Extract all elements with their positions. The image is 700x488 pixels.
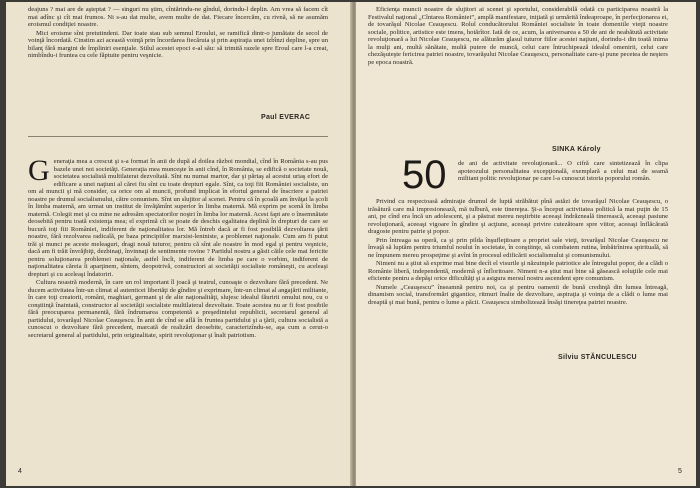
paragraph: Mici eroisme sînt pretutindeni. Dar toate stau sub semnul Eroului, se ramifică dintr-o jumătate de secol de voinţă încordată. Cinstim azi această voinţă prin încordarea fiecăruia şi prin aspiraţia unei izbînzi depline, spre un bilanţ fără margini de împliniri esenţiale. Stilul acestei epoci e-al său: să trimită razele spre Eroul care l-a creat, nimbîndu-i fruntea cu cele făptuite pentru veşnicie. bbox=[28, 29, 328, 59]
drop-cap: G bbox=[28, 154, 50, 187]
paragraph: Nimeni nu a ştiut să exprime mai bine decît el visurile şi năzuinţele patriotice ale întregului popor, de a clădi o Românie liberă, independentă, modernă şi înfloritoare. Nimeni n-a ştiut mai bine să găsească soluţiile cele mai eficiente pentru a depăşi orice dificultăţi şi a asigura mersul nostru ascendent spre comunism. bbox=[368, 260, 668, 282]
paragraph bbox=[28, 154, 328, 278]
paragraph: Cultura noastră modernă, în care un rol important îl joacă şi teatrul, cunoaşte o dezvoltare fără precedent. Ne ducem activitatea într-un climat al autenticei libertăţi de gîndire şi exprimare, într-un climat al angajării militante, în care toţi creatorii, români, maghiari, germani şi de alte naţionalităţi, slujesc idealul făuririi omului nou, cu o conştiinţă înaintată, constructor al societăţii socialiste multilateral dezvoltate. Toate acestea nu ar fi fost posibile fără preocuparea permanentă, fără îndrumarea competentă a preşedintelui republicii, secretarul general al partidului, tovarăşul Nicolae Ceauşescu. În anii de cînd se află în fruntea partidului şi a ţării, cultura socialistă a cunoscut o dezvoltare fără precedent, marcată de realizări deosebite, caracterizîndu-se, aşa cum a cerut-o secretarul general al partidului, prin originalitate, spirit revoluţionar şi înalt patriotism. bbox=[28, 279, 328, 339]
signature-stanculescu: Silviu STĂNCULESCU bbox=[558, 354, 637, 361]
divider bbox=[28, 136, 328, 137]
paragraph: Numele „Ceauşescu” înseamnă pentru noi, ca şi pentru oamenii de bună credinţă din lumea întreagă, dinamism social, transformări gigantice, ritmuri înalte de dezvoltare, aspiraţia şi voinţa de a clădi o lume mai dreaptă şi mai bună, pentru o lume a păcii. Ceauşescu simbolizează însăşi tinereţea patriei noastre. bbox=[368, 283, 668, 306]
magazine-spread bbox=[6, 2, 696, 486]
left-main-text bbox=[28, 154, 328, 340]
paragraph: deajuns ? mai are de aşteptat ? — singuri nu ştim, cîntărindu-ne gîndul, dorindu-l deplin. Am vrea să facem cît mai adînc şi cît mai frumos. Ni s-au dat multe, avem multe de dat. Fiecare încercăm, cu rivnă, să ne asumăm eroismul condiţiei noastre. bbox=[28, 6, 328, 28]
right-main-text bbox=[368, 198, 668, 307]
left-page bbox=[6, 2, 352, 486]
signature-everac: Paul EVERAC bbox=[261, 114, 311, 121]
paragraph: Eficienţa muncii noastre de slujitori ai scenei şi sportului, considerabilă odată cu participarea noastră la Festivalul naţional „Cîntarea României”, amplă manifestare, iniţiată şi urmărită îndeaproape, în perfecţionarea ei, de tovarăşul Nicolae Ceauşescu. Rolul conducătorului României socialiste în toate domeniile vieţii noastre sociale, politice, artistice este imens, hotărîtor. Iată de ce, acum, la aniversarea a 50 de ani de neabătută activitate revoluţionară a lui Nicolae Ceauşescu, ne alăturăm glasul tuturor fiilor acestei naţiuni, dorindu-i din toată inima la mulţi ani, multă sănătate, multă putere de muncă, celui care întruchipează idealul omenirii, celui care chezăşuieşte fericirea patriei noastre, tovarăşului Nicolae Ceauşescu, personalitate care-şi pune pecetea de neşters pe epoca noastră. bbox=[368, 6, 668, 66]
intro-text bbox=[458, 160, 668, 184]
page-number-right: 5 bbox=[678, 468, 682, 475]
paragraph: de ani de activitate revoluţionară... O cifră care sintetizează în clipa apoteozului personalitatea excepţională, exemplară a celui mai de seamă militant politic revoluţionar pe care l-a cunoscut istoria poporului român. bbox=[458, 160, 668, 182]
right-page bbox=[356, 2, 696, 486]
right-top-text bbox=[368, 6, 668, 67]
paragraph: Privind cu respectoasă admiraţie drumul de luptă străbătut pînă astăzi de tovarăşul Nicolae Ceauşescu, o trăsătură care mă impresionează, mă tulbură, este tinereţea. Şi-a început activitatea politică la mai puţin de 15 ani, pe cînd era încă un adolescent, şi a păstrat mereu neştirbite aceeaşi îndrăzneală tinerească, aceeaşi pasiune revoluţionară, aceeaşi vigoare în gîndire şi acţiune, aceeaşi privire cutezătoare spre viitor, aceeaşi înflăcărată dragoste pentru patrie şi popor. bbox=[368, 198, 668, 235]
signature-sinka: SINKA Károly bbox=[552, 146, 601, 153]
page-number-left: 4 bbox=[18, 468, 22, 475]
paragraph: Prin întreaga sa operă, ca şi prin pilda înşufleţitoare a propriei sale vieţi, tovarăşul Nicolae Ceauşescu ne învaţă să luptăm pentru triumful noului în societate, în conştiinţe, să combatem rutina, îmbătrînirea spirituală, să ne împunem mereu prospeţime şi avînt în procesul edificării socialismului şi comunismului. bbox=[368, 236, 668, 259]
big-number-50: 50 bbox=[402, 153, 447, 197]
left-top-text bbox=[28, 6, 328, 61]
paragraph-text: eneraţia mea a crescut şi s-a format în anii de după al doilea război mondial, cînd în România s-au pus bazele unei noi societăţi. Generaţia mea munceşte în anii cînd, în România, se edifică o societate nouă, societatea socialistă multilaterat dezvoltată. Sînt nu numai martor, dar şi părtaş al acestui uriaş efort de edificare a unei naţiuni al cărei fiu sînt cu toate drepturi egale. Sînt, ca toţi fiii României socialiste, un om al muncii şi mă consider, ca orice om al muncii, profund implicat în efortul general de înscriere a patriei noastre pe drumul socialismului, către comunism. Sînt un slujitor al scenei. Pentru că în şcoală am învăţat la şcoli în limba maternă, am urmat un institut de învăţămînt superior în limba maternă. Mă exprim pe scenă în limba maternă. Colegii mei şi cu mine ne adresăm spectatorilor noştri în limba lor maternă. Acest fapt are o însemnătate deosebită pentru toată existenţa mea; el exprimă cît se poate de deschis egalitatea deplină în drepturi de care se bucură toţi fiii României, indiferent de naţionalitatea lor. Mă întreb dacă ar fi fost posibilă dezvoltarea ţării noastre, fără rezolvarea radicală, pe baza principiilor marxist-leniniste, a problemei naţionale. Cum am fi putut trăi şi munci pe aceste meleaguri, dragi nouă tuturor, pentru că sînt ale noastre în mod egal şi pentru veşnicie, dacă am fi trăit învrăjbiţi, dezbinaţi, învinnaţi de sentimente rovine ? Partidul nostru a găsit căile cele mai fericite pentru soluţionarea problemei naţionale, astfel încît, indiferent de limba pe care o vorbim, indiferent de naţionalitatea căreia îi aparţinem, sîntem, deopotrivă, constructori ai societăţii socialiste româneşti, cu aceleaşi drepturi şi cu aceleaşi îndatoriri. bbox=[28, 158, 328, 278]
